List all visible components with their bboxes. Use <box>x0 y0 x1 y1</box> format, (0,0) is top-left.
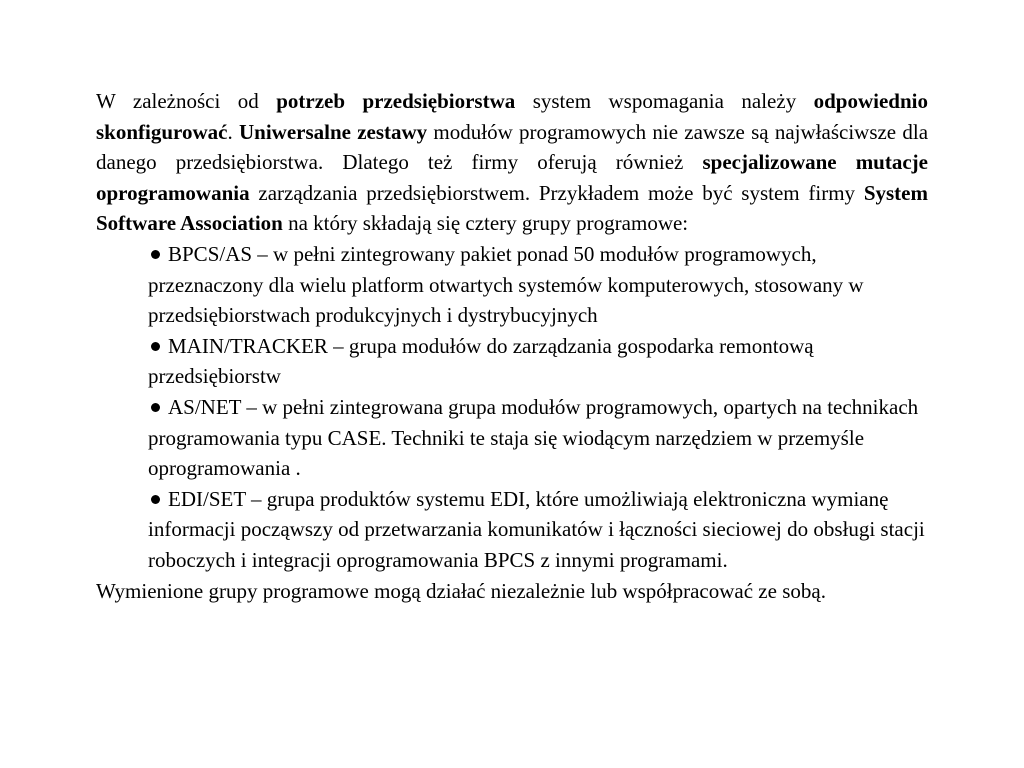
list-item-text: AS/NET – w pełni zintegrowana grupa modułów programowych, opartych na technikach programowania typu CASE. Techniki te staja się wiodącym narzędziem w przemyśle oprogramowania . <box>148 394 919 481</box>
intro-paragraph <box>96 86 928 239</box>
list-item <box>148 392 928 484</box>
bullet-icon <box>151 250 160 259</box>
list-item <box>148 484 928 576</box>
bullet-icon <box>151 495 160 504</box>
program-groups-list <box>96 239 928 576</box>
intro-bold-1: potrzeb przedsiębiorstwa <box>276 89 516 113</box>
intro-bold-3: Uniwersalne zestawy <box>238 119 428 144</box>
list-item-text: BPCS/AS – w pełni zintegrowany pakiet ponad 50 modułów programowych, przeznaczony dla wielu platform otwartych systemów komputerowych, stosowany w przedsiębiorstwach produkcyjnych i dystrybucyjnych <box>148 241 864 328</box>
intro-bold-4: specjalizowane mutacje oprogramowania <box>96 150 928 205</box>
intro-text-3: . <box>227 119 239 144</box>
intro-bold-5: System Software Association <box>96 180 928 236</box>
intro-text-4: modułów programowych nie zawsze są najwłaściwsze dla danego przedsiębiorstwa. Dlatego też firmy oferują również <box>96 119 929 175</box>
list-item-text: EDI/SET – grupa produktów systemu EDI, które umożliwiają elektroniczna wymianę informacji począwszy od przetwarzania komunikatów i łączności sieciowej do obsługi stacji roboczych i integracji oprogramowania BPCS z innymi programami. <box>148 486 925 572</box>
slide-content <box>96 86 928 606</box>
list-item <box>148 239 928 331</box>
closing-paragraph: Wymienione grupy programowe mogą działać niezależnie lub współpracować ze sobą. <box>96 578 826 603</box>
intro-text-6: na który składają się cztery grupy programowe: <box>282 211 689 236</box>
list-item <box>148 331 928 392</box>
intro-text-5: zarządzania przedsiębiorstwem. Przykładem może być system firmy <box>249 180 864 205</box>
bullet-icon <box>151 403 160 412</box>
intro-text-2: system wspomagania należy <box>515 89 814 113</box>
intro-bold-2: odpowiednio skonfigurować <box>96 89 928 144</box>
bullet-icon <box>151 342 160 351</box>
list-item-text: MAIN/TRACKER – grupa modułów do zarządzania gospodarka remontową przedsiębiorstw <box>148 333 814 389</box>
intro-text-1: W zależności od <box>96 89 277 113</box>
